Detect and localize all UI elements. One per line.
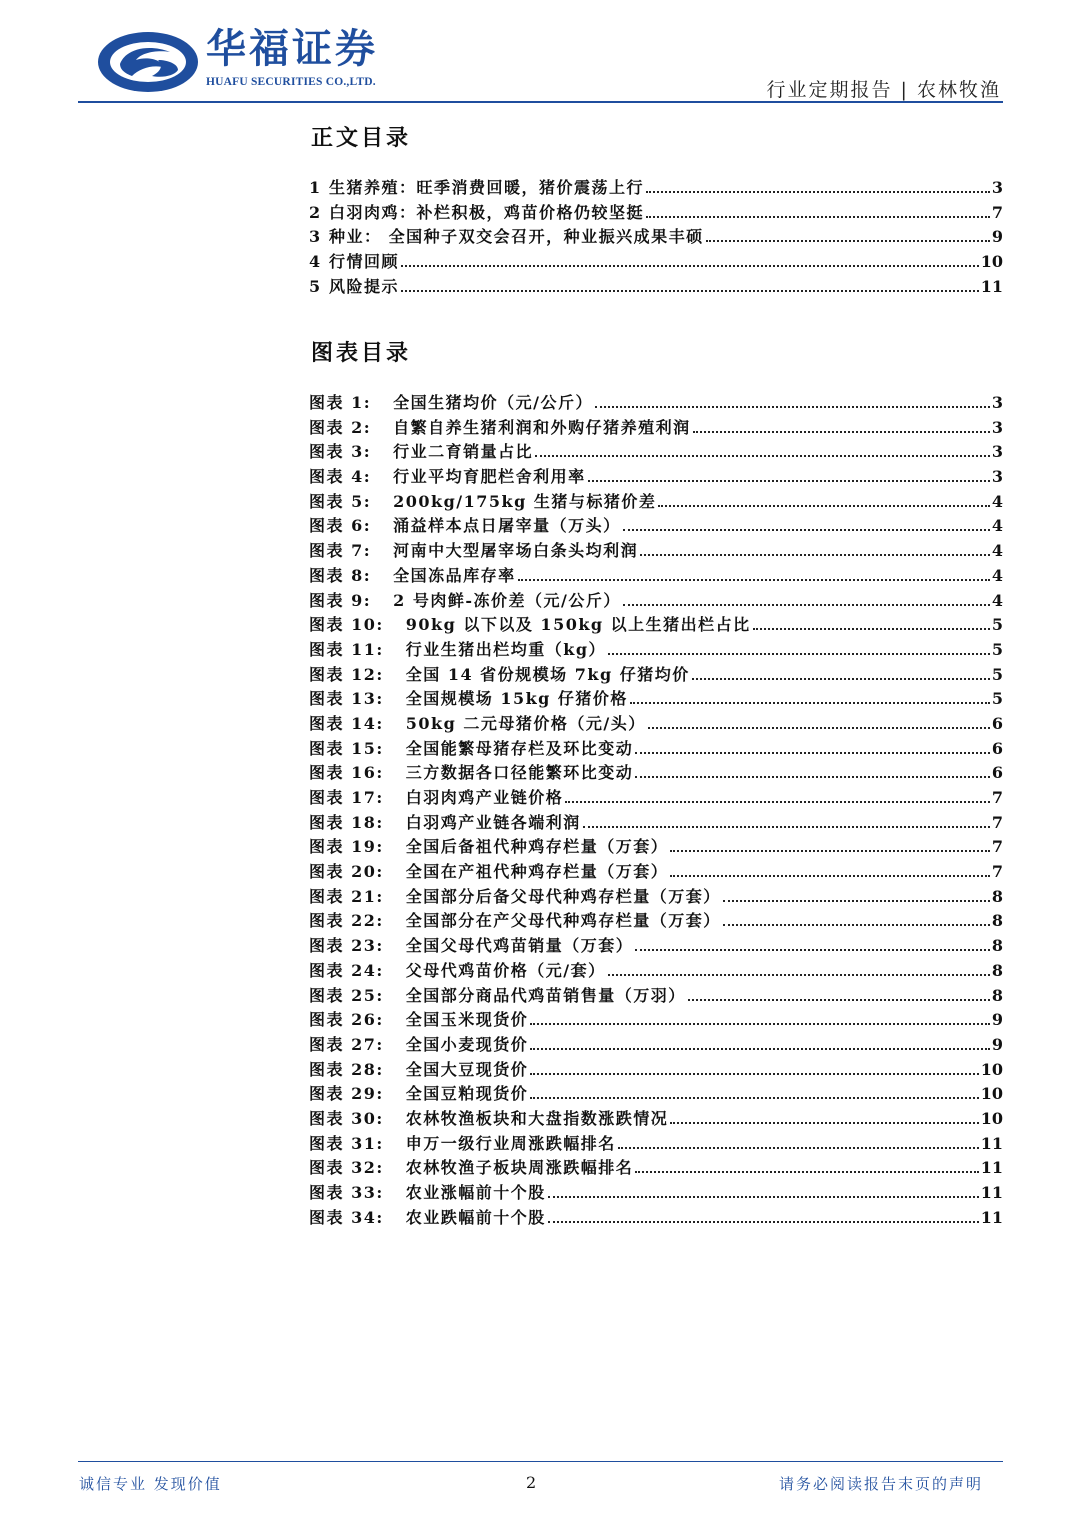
toc-item-page: 9 [991,227,1003,247]
figure-item-page: 11 [980,1158,1003,1178]
leader-dots [635,949,990,951]
figure-item-label: 图表 27: [309,1034,384,1054]
figure-item-text: 申万一级行业周涨跌幅排名 [405,1133,616,1153]
leader-dots [518,579,990,581]
figure-item-page: 5 [991,664,1003,684]
figure-item-label: 图表 11: [309,639,384,659]
header-divider [78,101,1003,103]
figure-item-label: 图表 32: [309,1158,384,1178]
figure-item-page: 10 [980,1108,1003,1128]
figure-item[interactable] [309,736,1003,761]
figure-item-text: 全国冻品库存率 [393,565,516,585]
toc-item-page: 3 [991,178,1003,197]
company-name-cn: 华福证券 [206,26,378,72]
figure-item[interactable] [309,637,1003,662]
figure-item-page: 8 [991,936,1003,956]
figure-item-label: 图表 5: [309,491,372,511]
figure-item[interactable] [309,983,1003,1008]
huafu-logo-icon [96,30,200,94]
figure-item[interactable] [309,933,1003,958]
figure-item-text: 父母代鸡苗价格（元/套） [405,960,606,980]
figure-item-label: 图表 20: [309,862,384,882]
figure-item[interactable] [309,1180,1003,1205]
figure-item[interactable] [309,513,1003,538]
leader-dots [530,1023,990,1025]
leader-dots [583,826,990,828]
leader-dots [670,850,990,852]
figure-item-label: 图表 18: [309,812,384,832]
toc-item-number: 2 [309,202,321,222]
figure-item-label: 图表 3: [309,442,372,462]
figure-item-label: 图表 15: [309,738,384,758]
figure-item-label: 图表 22: [309,911,384,931]
leader-dots [548,1196,979,1198]
leader-dots [608,653,990,655]
leader-dots [635,1171,978,1173]
figure-item-text: 行业二育销量占比 [393,442,534,462]
leader-dots [565,801,990,803]
figure-item-text: 全国 14 省份规模场 7kg 仔猪均价 [405,664,690,684]
figure-item-text: 农业涨幅前十个股 [405,1183,546,1202]
figure-item-page: 9 [991,1010,1003,1030]
figure-item[interactable] [309,908,1003,933]
figure-item[interactable] [309,859,1003,884]
leader-dots [688,999,990,1001]
company-name-en: HUAFU SECURITIES CO.,LTD. [206,76,376,88]
leader-dots [648,727,990,729]
figure-item[interactable] [309,1205,1003,1230]
figure-item-label: 图表 34: [309,1207,384,1227]
figure-item-text: 白羽鸡产业链各端利润 [405,812,581,832]
page-header [0,0,1080,106]
figure-item-text: 全国大豆现货价 [405,1059,529,1079]
leader-dots [548,1221,979,1223]
figure-item[interactable] [309,785,1003,810]
leader-dots [535,455,990,457]
leader-dots [401,265,979,267]
figure-list-title: 图表目录 [311,340,412,366]
figure-item[interactable] [309,834,1003,859]
figure-item-label: 图表 30: [309,1108,384,1128]
figure-item[interactable] [309,1081,1003,1106]
toc-item[interactable] [309,249,1003,274]
figure-item-text: 农林牧渔子板块周涨跌幅排名 [405,1158,634,1178]
toc-item[interactable] [309,175,1003,200]
figure-item-text: 全国父母代鸡苗销量（万套） [405,936,634,956]
figure-item[interactable] [309,563,1003,588]
leader-dots [401,290,979,292]
figure-item-page: 4 [991,590,1003,610]
footer-divider [78,1461,1003,1462]
leader-dots [706,240,990,242]
figure-item-page: 4 [991,565,1003,585]
leader-dots [595,406,990,408]
toc-item[interactable] [309,224,1003,249]
figure-item[interactable] [309,884,1003,909]
leader-dots [630,702,990,704]
toc-item-page: 7 [991,202,1003,222]
figure-item-label: 图表 4: [309,467,372,487]
figure-item-text: 河南中大型屠宰场白条头均利润 [393,541,639,561]
figure-item-text: 全国在产祖代种鸡存栏量（万套） [405,862,669,882]
figure-item-text: 全国部分在产父母代种鸡存栏量（万套） [405,911,721,931]
figure-item-text: 行业平均育肥栏舍利用率 [393,467,586,487]
toc-item-text: 生猪养殖：旺季消费回暖，猪价震荡上行 [329,178,645,197]
figure-item-label: 图表 24: [309,960,384,980]
figure-item-label: 图表 8: [309,565,372,585]
figure-item[interactable] [309,464,1003,489]
leader-dots [670,875,990,877]
toc-item-text: 风险提示 [329,276,400,296]
figure-item-text: 全国生猪均价（元/公斤） [393,393,593,412]
leader-dots [530,1048,990,1050]
figure-item-page: 5 [991,639,1003,659]
figure-item-label: 图表 19: [309,837,384,857]
figure-item[interactable] [309,1032,1003,1057]
figure-item-label: 图表 31: [309,1133,384,1153]
leader-dots [723,900,990,902]
figure-item[interactable] [309,1131,1003,1156]
figure-item[interactable] [309,760,1003,785]
figure-item-page: 8 [991,911,1003,931]
figure-item-text: 白羽肉鸡产业链价格 [405,788,564,807]
figure-item-page: 7 [991,862,1003,882]
figure-item-label: 图表 6: [309,516,372,536]
figure-item-page: 6 [991,763,1003,783]
figure-item-page: 3 [991,417,1003,437]
leader-dots [723,924,990,926]
figure-item-page: 3 [991,467,1003,487]
leader-dots [658,505,989,507]
figure-list [309,390,1003,1229]
figure-item-text: 自繁自养生猪利润和外购仔猪养殖利润 [393,417,691,437]
figure-item-text: 农业跌幅前十个股 [405,1207,546,1227]
toc-item-number: 5 [309,276,321,296]
leader-dots [692,678,990,680]
leader-dots [670,1122,978,1124]
toc-item-page: 10 [980,252,1003,272]
figure-item-page: 11 [980,1133,1003,1153]
figure-item-label: 图表 29: [309,1084,384,1104]
leader-dots [646,191,990,193]
figure-item-page: 7 [991,812,1003,832]
toc-title: 正文目录 [311,125,412,151]
figure-item-text: 2 号肉鲜-冻价差（元/公斤） [393,590,621,610]
figure-item-text: 农林牧渔板块和大盘指数涨跌情况 [405,1108,669,1128]
figure-item[interactable] [309,612,1003,637]
footer-disclaimer: 请务必阅读报告末页的声明 [778,1475,983,1493]
figure-item[interactable] [309,415,1003,440]
leader-dots [635,752,990,754]
leader-dots [530,1097,978,1099]
figure-item-label: 图表 21: [309,886,384,906]
figure-item-page: 10 [980,1084,1003,1104]
figure-item-page: 6 [991,713,1003,733]
leader-dots [623,604,990,606]
toc-item-text: 白羽肉鸡：补栏积极，鸡苗价格仍较坚挺 [329,202,645,222]
leader-dots [588,480,990,482]
figure-item-page: 8 [991,985,1003,1005]
figure-item-page: 7 [991,837,1003,857]
figure-item[interactable] [309,958,1003,983]
figure-item-text: 行业生猪出栏均重（kg） [405,639,607,659]
figure-item-text: 全国规模场 15kg 仔猪价格 [405,689,628,709]
toc-item-number: 4 [309,252,321,272]
figure-item[interactable] [309,686,1003,711]
figure-item-page: 9 [991,1034,1003,1054]
figure-item-text: 全国小麦现货价 [405,1034,529,1054]
toc-item-text: 种业： 全国种子双交会召开，种业振兴成果丰硕 [329,227,704,247]
figure-item-page: 3 [991,393,1003,412]
figure-item-page: 8 [991,886,1003,906]
figure-item-text: 全国豆粕现货价 [405,1084,529,1104]
figure-item[interactable] [309,1057,1003,1082]
toc-item-number: 3 [309,227,321,247]
figure-item[interactable] [309,390,1003,415]
toc-list [309,175,1003,298]
figure-item[interactable] [309,439,1003,464]
figure-item-page: 7 [991,788,1003,807]
figure-item-page: 4 [991,516,1003,536]
leader-dots [646,216,990,218]
figure-item-page: 3 [991,442,1003,462]
leader-dots [753,628,990,630]
figure-item-text: 三方数据各口径能繁环比变动 [405,763,634,783]
figure-item[interactable] [309,1106,1003,1131]
toc-item-page: 11 [980,276,1003,296]
figure-item[interactable] [309,1007,1003,1032]
figure-item-label: 图表 17: [309,788,384,807]
figure-item-label: 图表 33: [309,1183,384,1202]
leader-dots [635,776,990,778]
figure-item-label: 图表 2: [309,417,372,437]
figure-item-label: 图表 13: [309,689,384,709]
figure-item-label: 图表 10: [309,615,384,635]
figure-item-label: 图表 7: [309,541,372,561]
report-type: 行业定期报告 | 农林牧渔 [766,79,1001,101]
figure-item[interactable] [309,489,1003,514]
toc-item[interactable] [309,274,1003,299]
figure-item-text: 全国能繁母猪存栏及环比变动 [405,738,634,758]
toc-item[interactable] [309,200,1003,225]
leader-dots [618,1147,979,1149]
figure-item-text: 50kg 二元母猪价格（元/头） [405,713,646,733]
figure-item-page: 11 [980,1207,1003,1227]
figure-item-page: 11 [980,1183,1003,1202]
figure-item-page: 6 [991,738,1003,758]
figure-item-label: 图表 28: [309,1059,384,1079]
figure-item-page: 10 [980,1059,1003,1079]
figure-item[interactable] [309,711,1003,736]
figure-item-label: 图表 25: [309,985,384,1005]
figure-item-text: 涌益样本点日屠宰量（万头） [393,516,621,536]
figure-item-text: 全国玉米现货价 [405,1010,529,1030]
figure-item-label: 图表 9: [309,590,372,610]
figure-item-text: 全国后备祖代种鸡存栏量（万套） [405,837,669,857]
figure-item-label: 图表 1: [309,393,372,412]
leader-dots [530,1073,978,1075]
figure-item-label: 图表 12: [309,664,384,684]
figure-item-text: 全国部分商品代鸡苗销售量（万羽） [405,985,686,1005]
figure-item-page: 4 [991,491,1003,511]
figure-item[interactable] [309,1155,1003,1180]
figure-item-text: 200kg/175kg 生猪与标猪价差 [393,491,657,511]
figure-item-page: 5 [991,615,1003,635]
figure-item-page: 8 [991,960,1003,980]
leader-dots [693,431,990,433]
figure-item-page: 4 [991,541,1003,561]
leader-dots [608,974,990,976]
leader-dots [640,554,990,556]
figure-item[interactable] [309,662,1003,687]
page-number: 2 [526,1473,537,1492]
figure-item-label: 图表 23: [309,936,384,956]
figure-item[interactable] [309,810,1003,835]
figure-item-label: 图表 16: [309,763,384,783]
figure-item-text: 全国部分后备父母代种鸡存栏量（万套） [405,886,721,906]
toc-item-text: 行情回顾 [329,252,400,272]
figure-item-label: 图表 14: [309,713,384,733]
figure-item[interactable] [309,588,1003,613]
figure-item-text: 90kg 以下以及 150kg 以上生猪出栏占比 [405,615,751,635]
toc-item-number: 1 [309,178,321,197]
figure-item-label: 图表 26: [309,1010,384,1030]
figure-item-page: 5 [991,689,1003,709]
figure-item[interactable] [309,538,1003,563]
leader-dots [623,529,990,531]
footer-slogan: 诚信专业 发现价值 [79,1475,222,1493]
